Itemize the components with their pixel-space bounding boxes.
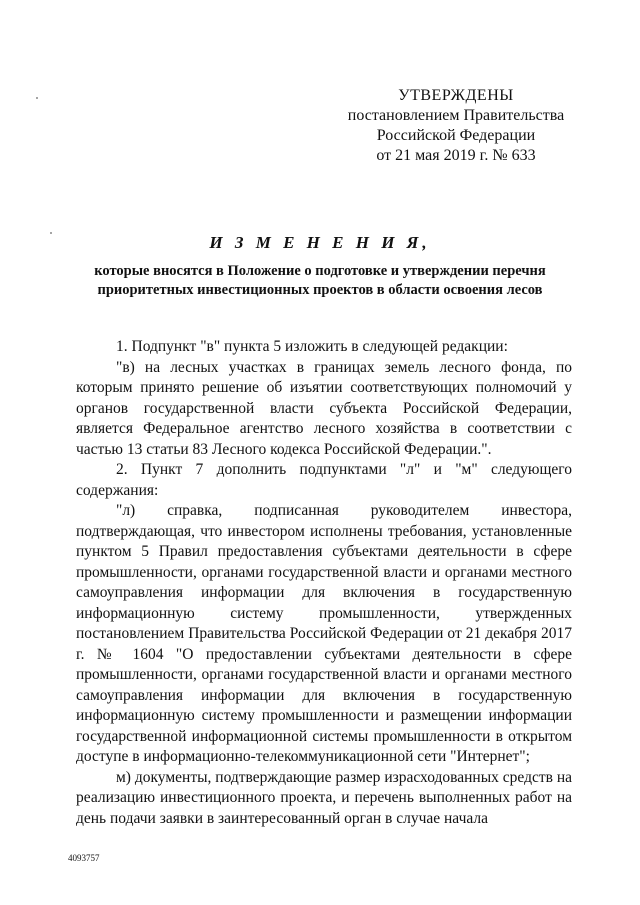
scan-speck [50,232,52,234]
approval-title: УТВЕРЖДЕНЫ [398,87,514,104]
approval-date: от 21 мая 2019 г. [376,147,489,164]
scan-speck [36,97,38,99]
subtitle-line-2: приоритетных инвестиционных проектов в области освоения лесов [97,282,543,298]
subtitle-line-1: которые вносятся в Положение о подготовке и утверждении перечня [94,263,546,279]
approval-line-2: Российской Федерации [376,127,536,144]
approval-stamp [340,86,572,166]
approval-number: 633 [511,147,536,164]
paragraph-3: 2. Пункт 7 дополнить подпунктами "л" и "м" следующего содержания: [76,461,572,499]
approval-line-1: постановлением Правительства [347,107,565,124]
paragraph-4: "л) справка, подписанная руководителем инвестора, подтверждающая, что инвестором исполнены требования, установленные пунктом 5 Правил предоставления субъектами деятельности в сфере промышленности, органами государственной власти и органами местного самоуправления информации для включения в государственную информационную систему промышленности, утвержденных постановлением Правительства Российской Федерации от 21 декабря 2017 г. № 1604 "О предоставлении субъектами деятельности в сфере промышленности, органами государственной власти и органами местного самоуправления информации для включения в государственную информационную систему промышленности и размещении информации государственной информационной системы промышленности в открытом доступе в информационно-телекоммуникационной сети "Интернет"; [76,502,572,765]
approval-date-line [340,146,572,166]
paragraph-1: 1. Подпункт "в" пункта 5 изложить в следующей редакции: [116,338,508,355]
document-title: И З М Е Н Е Н И Я, [209,233,431,252]
document-code: 4093757 [68,853,100,863]
paragraph-5: м) документы, подтверждающие размер израсходованных средств на реализацию инвестиционного проекта, и перечень выполненных работ на день подачи заявки в заинтересованный орган в случае начала [76,768,572,827]
approval-number-label: № [492,147,508,164]
document-body [76,337,572,829]
document-subtitle [72,262,568,300]
paragraph-2: "в) на лесных участках в границах земель лесного фонда, по которым принято решение об изъятии соответствующих полномочий у органов государственной власти субъекта Российской Федерации, является Федеральное агентство лесного хозяйства в соответствии с частью 13 статьи 83 Лесного кодекса Российской Федерации.". [76,358,572,458]
